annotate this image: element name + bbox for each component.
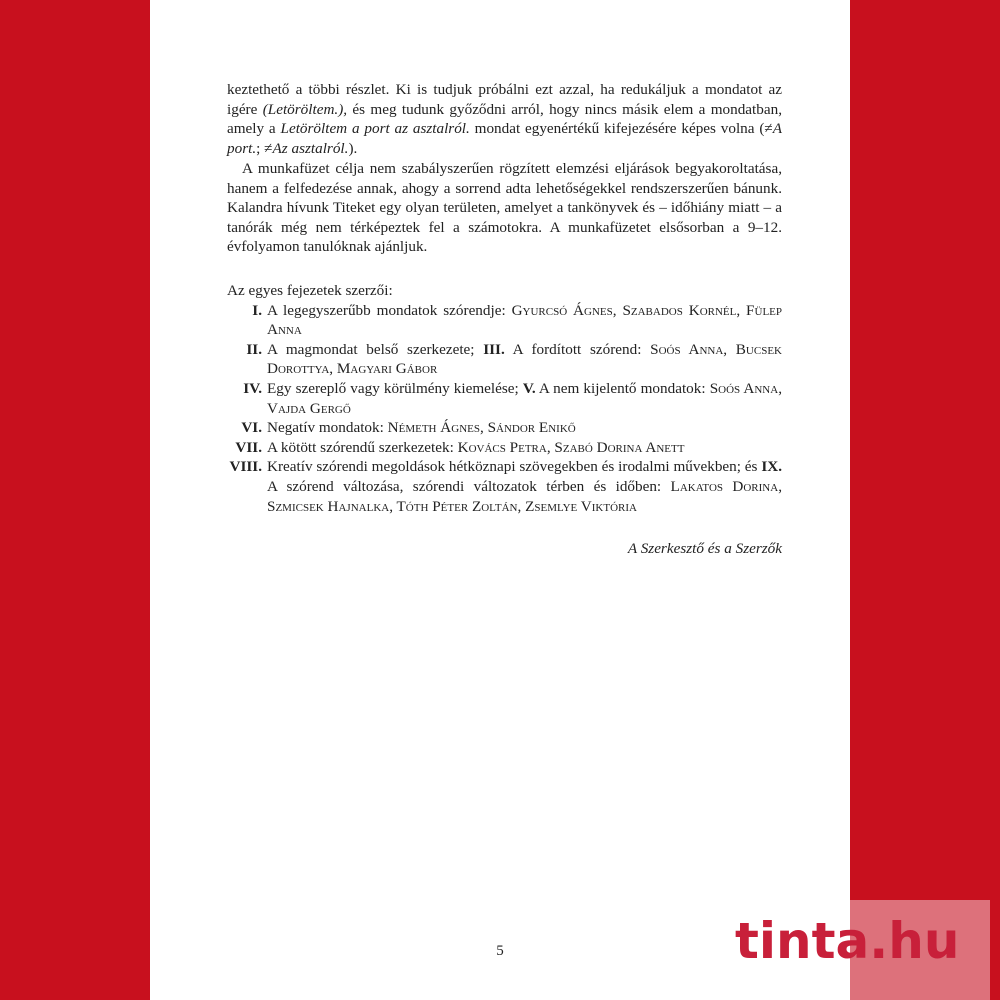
chapter-title: A magmondat belső szerkezete;: [267, 340, 484, 358]
chapter-row: [227, 457, 782, 516]
chapter-number-secondary: III.: [483, 340, 505, 358]
chapter-number: I.: [252, 301, 262, 319]
page-number: 5: [496, 943, 504, 959]
p1-text-5: ).: [348, 139, 358, 157]
watermark-logo: tinta.hu: [735, 912, 960, 970]
chapter-row: [227, 418, 782, 438]
signature: A Szerkesztő és a Szerzők: [627, 540, 782, 557]
chapter-authors: Kovács Petra, Szabó Dorina Anett: [457, 438, 685, 456]
chapter-text: [267, 379, 782, 418]
chapter-number: VI.: [241, 419, 262, 437]
chapter-number: VIII.: [229, 458, 262, 476]
chapter-title-secondary: A nem kijelentő mondatok:: [535, 379, 710, 397]
chapter-row: [227, 379, 782, 418]
chapter-title: Negatív mondatok:: [267, 419, 388, 437]
chapter-row: [227, 438, 782, 458]
chapter-number: VII.: [235, 438, 262, 456]
chapter-text: [267, 301, 782, 340]
paragraph-2: A munkafüzet célja nem szabályszerűen rögzített elemzési eljárások begyakoroltatása, hanem a felfedezése annak, ahogy a sorrend adta lehetőségekkel rendszerszerűen bánunk. Kalandra hívunk Titeket egy olyan területen, amelyet a tankönyvek és – időhiány miatt – a tanórák még nem térképeztek fel a számotokra. A munkafüzetet elsősorban a 9–12. évfolyamon tanulóknak ajánljuk.: [227, 160, 782, 256]
chapter-number: II.: [246, 340, 262, 358]
p1-italic-4: Az asztalról.: [272, 139, 349, 157]
p1-italic-1: (Letöröltem.),: [262, 100, 348, 118]
authors-heading: Az egyes fejezetek szerzői:: [227, 282, 393, 299]
p1-text-1: keztethető a többi részlet. Ki is tudjuk próbálni ezt azzal, ha redukáljuk a mondatot az igére: [227, 81, 782, 118]
chapter-text: [267, 457, 782, 516]
paragraph-1: [227, 80, 782, 158]
chapter-text: [267, 418, 782, 438]
p1-text-3: mondat egyenértékű kifejezésére képes volna (≠: [469, 120, 773, 138]
chapter-number: IV.: [243, 379, 262, 397]
chapter-title: A kötött szórendű szerkezetek:: [267, 438, 458, 456]
chapter-authors: Gyurcsó Ágnes, Szabados Kornél, Fülep Anna: [267, 301, 782, 339]
chapter-title-secondary: A szórend változása, szórendi változatok térben és időben:: [267, 477, 671, 495]
chapter-authors: Soós Anna, Vajda Gergő: [267, 379, 782, 417]
chapter-text: [267, 438, 782, 458]
chapter-authors: Soós Anna, Bucsek Dorottya, Magyari Gábor: [267, 340, 782, 378]
chapter-text: [267, 340, 782, 379]
chapter-authors: Lakatos Dorina, Szmicsek Hajnalka, Tóth Péter Zoltán, Zsemlye Viktória: [267, 477, 782, 515]
chapter-row: [227, 340, 782, 379]
chapter-row: [227, 301, 782, 340]
chapter-title: Egy szereplő vagy körülmény kiemelése;: [267, 379, 523, 397]
authors-section: [227, 281, 782, 516]
p1-text-2: és meg tudunk győződni arról, hogy nincs másik elem a mondatban, amely a: [227, 100, 782, 138]
chapter-number-secondary: V.: [522, 379, 536, 397]
p1-italic-3: A port.: [227, 120, 782, 157]
chapter-title: A legegyszerűbb mondatok szórendje:: [267, 301, 512, 319]
chapter-title: Kreatív szórendi megoldások hétköznapi szövegekben és irodalmi művekben; és: [267, 458, 762, 476]
p1-text-4: ; ≠: [256, 139, 273, 157]
chapter-number-secondary: IX.: [761, 458, 782, 476]
book-page: [150, 0, 850, 1000]
chapter-authors: Németh Ágnes, Sándor Enikő: [387, 419, 576, 437]
chapter-title-secondary: A fordított szórend:: [504, 340, 651, 358]
p1-italic-2: Letöröltem a port az asztalról.: [280, 120, 470, 138]
